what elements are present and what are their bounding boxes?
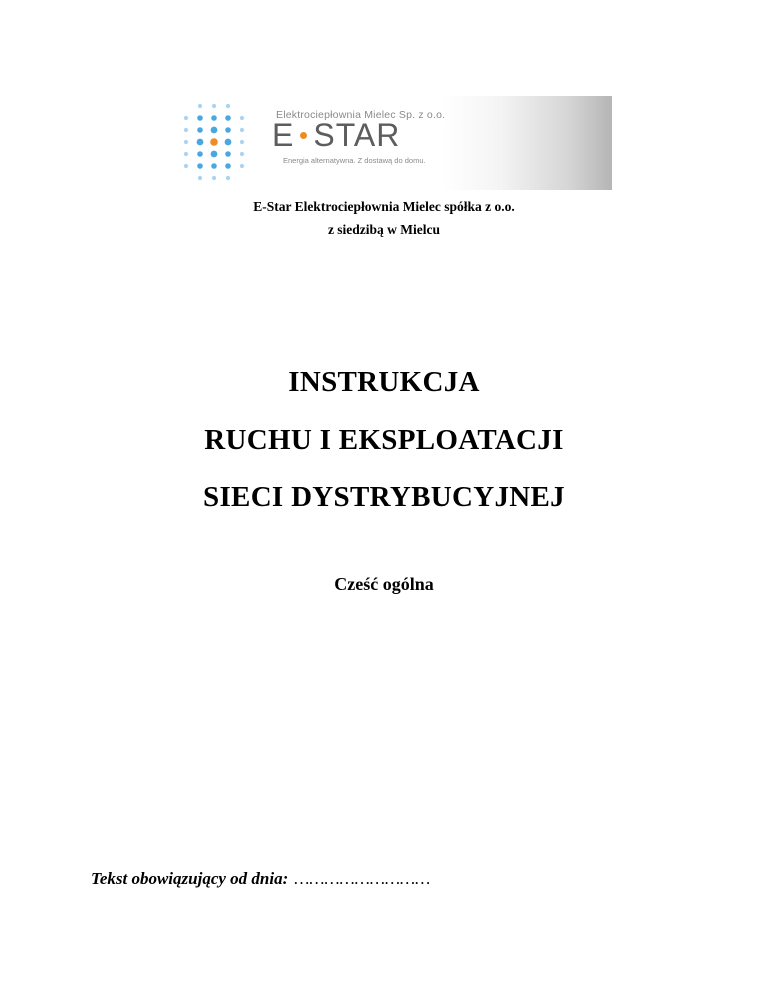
logo-dot [184, 164, 188, 168]
effective-date-label: Tekst obowiązujący od dnia: [91, 869, 289, 888]
logo-tagline: Energia alternatywna. Z dostawą do domu. [283, 156, 426, 165]
effective-date-placeholder: ……………………… [294, 869, 431, 888]
company-seat: z siedzibą w Mielcu [327, 222, 441, 237]
logo-dot [225, 139, 232, 146]
logo-dot [212, 176, 216, 180]
logo-dot [211, 151, 218, 158]
logo-dot [184, 128, 188, 132]
logo-brand-left: E [272, 117, 295, 153]
logo-dot [240, 140, 244, 144]
document-title-line-1: INSTRUKCJA [288, 366, 480, 398]
logo-dot [240, 152, 244, 156]
logo-dot [197, 127, 203, 133]
logo-dot [184, 116, 188, 120]
logo-dot [212, 104, 216, 108]
logo-dot [197, 115, 203, 121]
logo-dot-icon [300, 132, 307, 139]
logo-brand-name [272, 117, 400, 154]
company-name: E-Star Elektrociepłownia Mielec spółka z o.o. [253, 199, 515, 214]
company-logo [166, 96, 612, 190]
document-title-line-3: SIECI DYSTRYBUCYJNEJ [203, 481, 565, 513]
logo-dot [225, 127, 231, 133]
logo-dot [240, 116, 244, 120]
logo-dot [211, 127, 218, 134]
logo-company-name: Elektrociepłownia Mielec Sp. z o.o. [276, 109, 446, 121]
logo-dot [240, 128, 244, 132]
logo-dot [211, 163, 217, 169]
document-subtitle: Cześć ogólna [334, 574, 434, 594]
logo-brand-right: STAR [313, 117, 401, 153]
logo-dot [226, 104, 230, 108]
logo-dot [197, 151, 203, 157]
logo-dot [198, 176, 202, 180]
logo-dot [240, 164, 244, 168]
logo-dot [184, 152, 188, 156]
logo-dot [184, 140, 188, 144]
logo-dot [197, 163, 203, 169]
effective-date-line [91, 869, 430, 889]
dot-grid-logo-icon [166, 96, 266, 190]
logo-dot [225, 151, 231, 157]
document-title-line-2: RUCHU I EKSPLOATACJI [204, 424, 564, 456]
logo-dot [225, 163, 231, 169]
logo-dot [197, 139, 204, 146]
logo-dot [225, 115, 231, 121]
logo-dot [226, 176, 230, 180]
logo-dot [211, 115, 217, 121]
logo-dot [198, 104, 202, 108]
logo-dot [210, 138, 218, 146]
